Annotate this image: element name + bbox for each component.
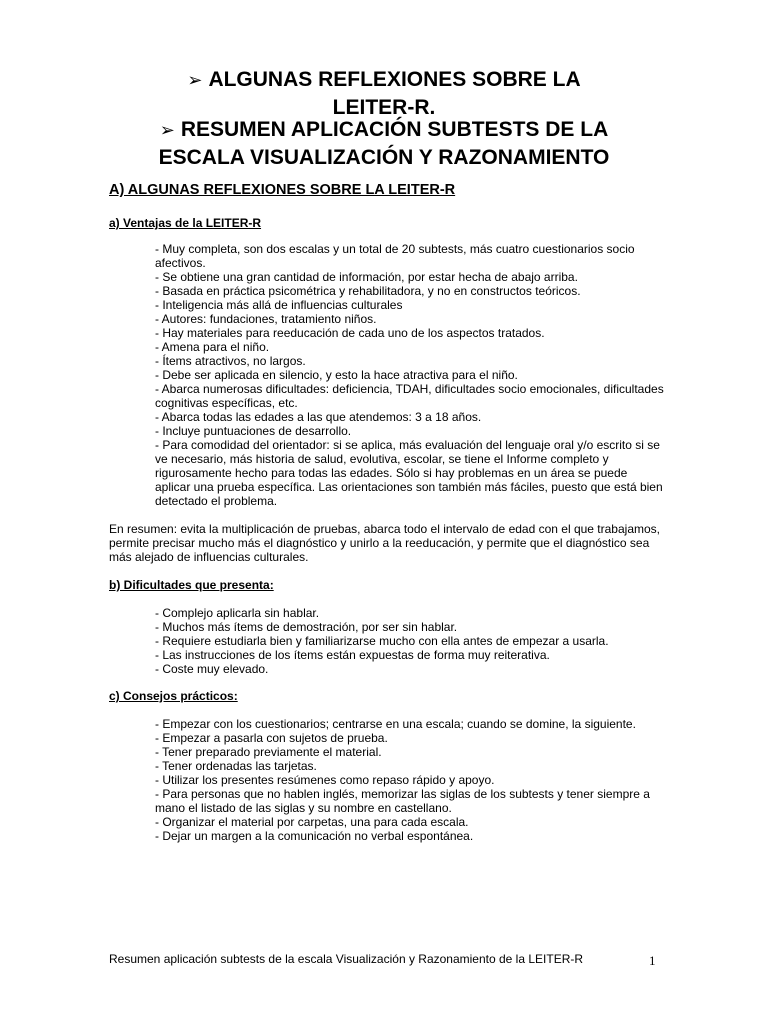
dificultades-heading: b) Dificultades que presenta: [109, 578, 274, 592]
list-item: - Muchos más ítems de demostración, por ser sin hablar. [155, 620, 458, 634]
main-title-2-text-1: RESUMEN APLICACIÓN SUBTESTS DE LA [180, 118, 609, 141]
arrow-bullet-icon: ➢ [187, 70, 203, 90]
list-item: - Complejo aplicarla sin hablar. [155, 606, 320, 620]
section-a-heading: A) ALGUNAS REFLEXIONES SOBRE LA LEITER-R [109, 182, 456, 198]
ventajas-heading: a) Ventajas de la LEITER-R [109, 216, 262, 230]
dificultades-list [155, 606, 665, 676]
list-item: - Para comodidad del orientador: si se aplica, más evaluación del lenguaje oral y/o escrito si se ve necesario, más historia de salud, evolutiva, escolar, se tiene el Informe completo y rigurosamente hecho para todas las edades. Sólo si hay problemas en un área se puede aplicar una prueba específica. Las orientaciones son también más fáciles, puesto que está bien detectado el problema. [155, 438, 663, 508]
list-item: - Tener ordenadas las tarjetas. [155, 759, 317, 773]
main-title-1-text-1: ALGUNAS REFLEXIONES SOBRE LA [208, 68, 581, 91]
list-item: - Empezar a pasarla con sujetos de prueba. [155, 731, 388, 745]
main-title-2 [0, 116, 768, 171]
page-footer: Resumen aplicación subtests de la escala Visualización y Razonamiento de la LEITER-R [109, 952, 584, 966]
list-item: - Requiere estudiarla bien y familiarizarse mucho con ella antes de empezar a usarla. [155, 634, 609, 648]
main-title-1 [0, 66, 768, 121]
ventajas-list [155, 242, 665, 508]
main-title-2-line-2: ESCALA VISUALIZACIÓN Y RAZONAMIENTO [158, 146, 610, 169]
list-item: - Se obtiene una gran cantidad de información, por estar hecha de abajo arriba. [155, 270, 578, 284]
list-item: - Coste muy elevado. [155, 662, 269, 676]
main-title-1-line-1 [0, 66, 768, 94]
consejos-list [155, 717, 665, 843]
list-item: - Dejar un margen a la comunicación no verbal espontánea. [155, 829, 474, 843]
list-item: - Debe ser aplicada en silencio, y esto la hace atractiva para el niño. [155, 368, 518, 382]
list-item: - Incluye puntuaciones de desarrollo. [155, 424, 352, 438]
list-item: - Abarca todas las edades a las que atendemos: 3 a 18 años. [155, 410, 482, 424]
list-item: - Tener preparado previamente el material. [155, 745, 382, 759]
list-item: - Organizar el material por carpetas, una para cada escala. [155, 815, 469, 829]
list-item: - Ítems atractivos, no largos. [155, 354, 306, 368]
page-number: 1 [649, 953, 656, 968]
list-item: - Inteligencia más allá de influencias culturales [155, 298, 403, 312]
consejos-heading: c) Consejos prácticos: [109, 689, 238, 703]
main-title-2-line-1 [0, 116, 768, 144]
list-item: - Las instrucciones de los ítems están expuestas de forma muy reiterativa. [155, 648, 550, 662]
main-title-1-line-2: LEITER-R. [332, 96, 436, 119]
list-item: - Autores: fundaciones, tratamiento niños. [155, 312, 377, 326]
list-item: - Empezar con los cuestionarios; centrarse en una escala; cuando se domine, la siguiente. [155, 717, 636, 731]
list-item: - Basada en práctica psicométrica y rehabilitadora, y no en constructos teóricos. [155, 284, 581, 298]
arrow-bullet-icon: ➢ [159, 120, 175, 140]
list-item: - Para personas que no hablen inglés, memorizar las siglas de los subtests y tener siempre a mano el listado de las siglas y su nombre en castellano. [155, 787, 650, 815]
list-item: - Amena para el niño. [155, 340, 270, 354]
summary-paragraph: En resumen: evita la multiplicación de pruebas, abarca todo el intervalo de edad con el que trabajamos, permite precisar mucho más el diagnóstico y unirlo a la reeducación, y permite que el diagnóstico sea más alejado de influencias culturales. [109, 522, 660, 564]
list-item: - Muy completa, son dos escalas y un total de 20 subtests, más cuatro cuestionarios socio afectivos. [155, 242, 635, 270]
list-item: - Hay materiales para reeducación de cada uno de los aspectos tratados. [155, 326, 545, 340]
list-item: - Abarca numerosas dificultades: deficiencia, TDAH, dificultades socio emocionales, dificultades cognitivas específicas, etc. [155, 382, 664, 410]
list-item: - Utilizar los presentes resúmenes como repaso rápido y apoyo. [155, 773, 495, 787]
